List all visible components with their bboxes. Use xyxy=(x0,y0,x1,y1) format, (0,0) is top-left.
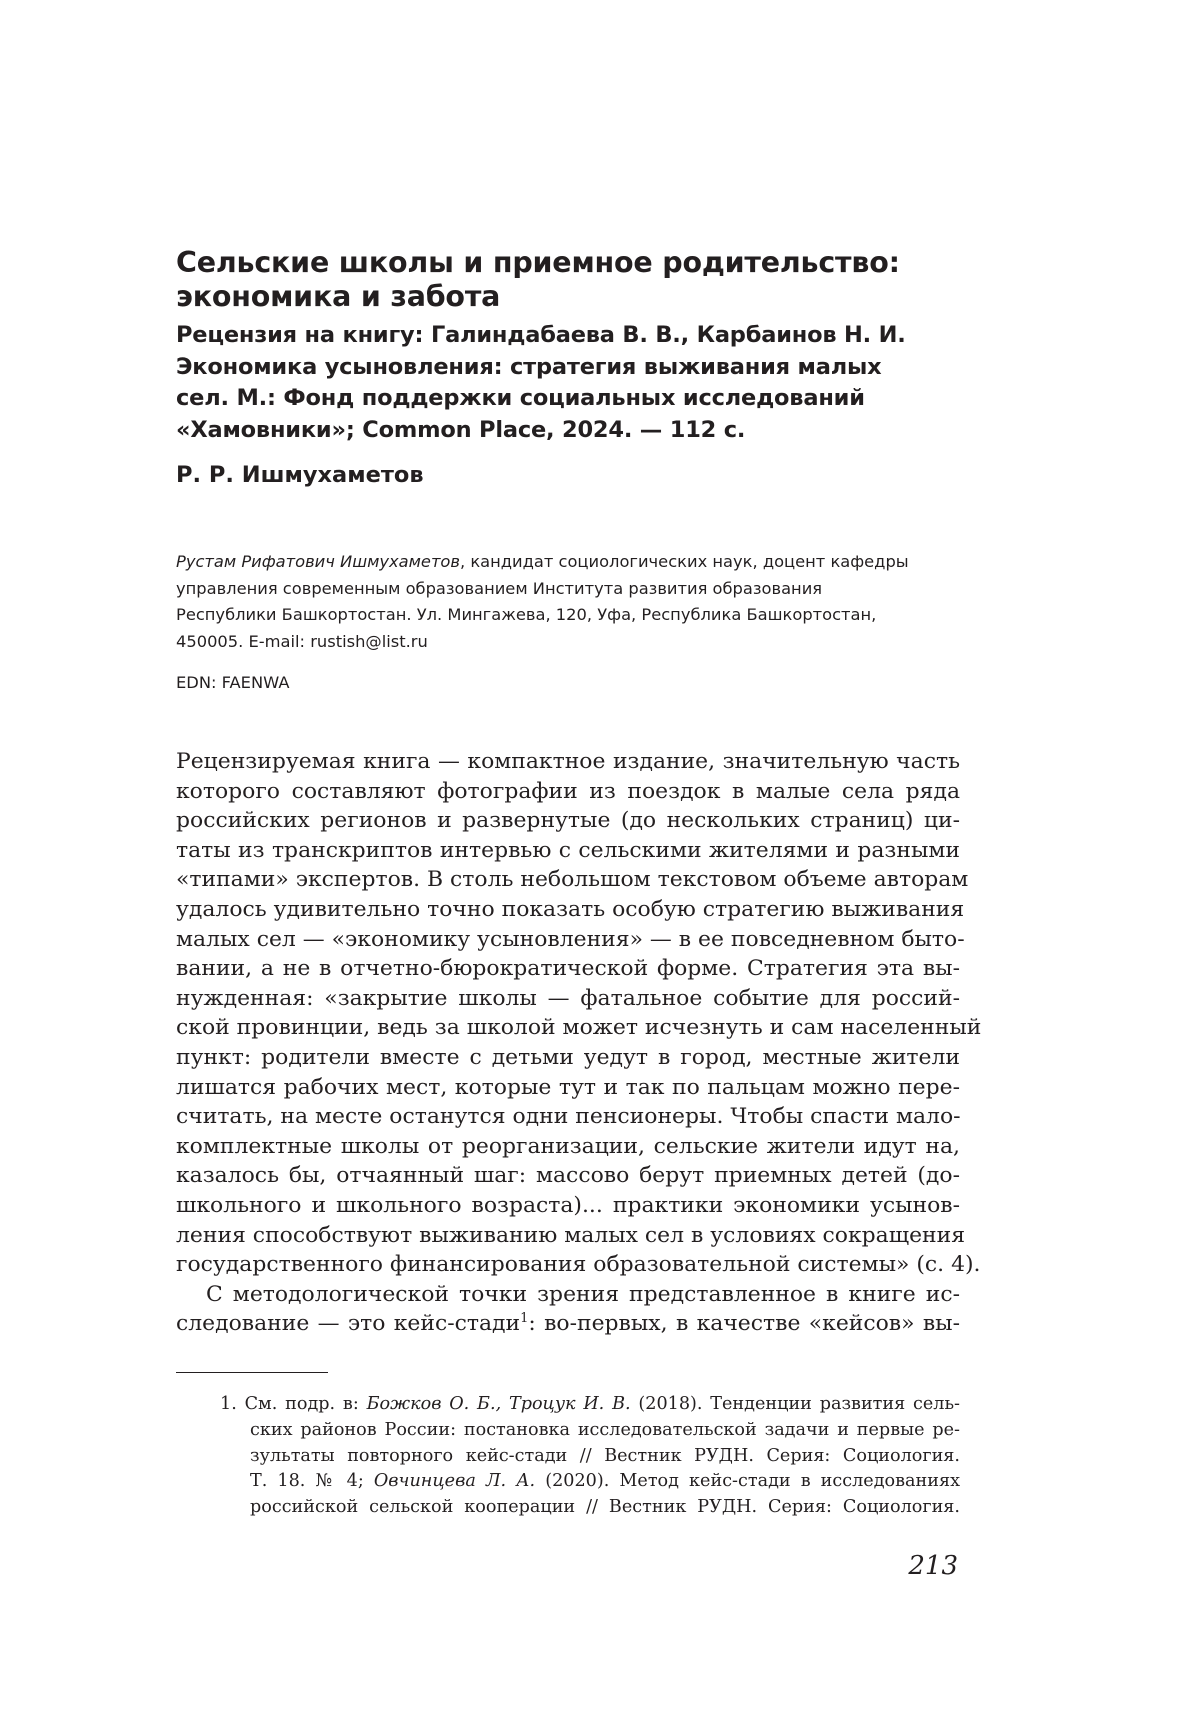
body-text xyxy=(176,747,960,1339)
document-page xyxy=(0,0,1200,1710)
subtitle-line: «Хамовники»; Common Place, 2024. — 112 с. xyxy=(176,415,960,447)
body-line: пункт: родители вместе с детьми уедут в город, местные жители xyxy=(176,1043,960,1073)
body-line: лишатся рабочих мест, которые тут и так по пальцам можно пере- xyxy=(176,1073,960,1103)
body-line: школьного и школьного возраста)... практики экономики усынов- xyxy=(176,1191,960,1221)
author-full-name: Рустам Рифатович Ишмухаметов xyxy=(176,552,460,571)
body-line: российских регионов и развернутые (до нескольких страниц) ци- xyxy=(176,806,960,836)
footnote-divider xyxy=(176,1372,328,1373)
footnote-text: Т. 18. № 4; xyxy=(250,1471,374,1491)
footnote-text: (2018). Тенденции развития сель- xyxy=(631,1394,960,1414)
body-text-fragment: следование — это кейс-стади xyxy=(176,1311,520,1336)
footnote-authors: Овчинцева Л. А. xyxy=(374,1471,535,1491)
body-line: Рецензируемая книга — компактное издание, значительную часть xyxy=(176,747,960,777)
review-subtitle xyxy=(176,320,960,446)
body-line: комплектные школы от реорганизации, сельские жители идут на, xyxy=(176,1132,960,1162)
footnote-authors: Божков О. Б., Троцук И. В. xyxy=(367,1394,631,1414)
affiliation-line: 450005. E-mail: rustish@list.ru xyxy=(176,629,960,656)
subtitle-line: сел. М.: Фонд поддержки социальных исследований xyxy=(176,383,960,415)
body-line: ления способствуют выживанию малых сел в условиях сокращения xyxy=(176,1221,960,1251)
body-line: казалось бы, отчаянный шаг: массово берут приемных детей (до- xyxy=(176,1161,960,1191)
author-name: Р. Р. Ишмухаметов xyxy=(176,460,960,490)
footnote-line xyxy=(220,1392,960,1418)
footnote-number: 1. xyxy=(220,1392,237,1418)
affiliation-line: управления современным образованием Института развития образования xyxy=(176,576,960,603)
body-line: ской провинции, ведь за школой может исчезнуть и сам населенный xyxy=(176,1013,960,1043)
author-affiliation xyxy=(176,549,960,655)
body-line: таты из транскриптов интервью с сельскими жителями и разными xyxy=(176,836,960,866)
article-title xyxy=(176,246,960,314)
body-line: малых сел — «экономику усыновления» — в ее повседневном быто- xyxy=(176,925,960,955)
footnote-line: ских районов России: постановка исследовательской задачи и первые ре- xyxy=(220,1418,960,1444)
footnote-line xyxy=(220,1469,960,1495)
article-title-line: экономика и забота xyxy=(176,280,960,314)
footnote-reference[interactable]: 1 xyxy=(520,1311,528,1326)
footnote-line: зультаты повторного кейс-стади // Вестник РУДН. Серия: Социология. xyxy=(220,1444,960,1470)
page-number: 213 xyxy=(908,1551,958,1581)
subtitle-line: Рецензия на книгу: Галиндабаева В. В., Карбаинов Н. И. xyxy=(176,320,960,352)
body-line: удалось удивительно точно показать особую стратегию выживания xyxy=(176,895,960,925)
body-line: которого составляют фотографии из поездок в малые села ряда xyxy=(176,777,960,807)
body-line: государственного финансирования образовательной системы» (с. 4). xyxy=(176,1250,960,1280)
body-text-fragment: : во-первых, в качестве «кейсов» вы- xyxy=(528,1311,960,1336)
footnote-line: российской сельской кооперации // Вестник РУДН. Серия: Социология. xyxy=(220,1495,960,1521)
body-line: нужденная: «закрытие школы — фатальное событие для россий- xyxy=(176,984,960,1014)
footnote xyxy=(220,1392,960,1521)
affiliation-text: , кандидат социологических наук, доцент кафедры xyxy=(460,552,909,571)
body-line xyxy=(176,1309,960,1339)
body-line: вании, а не в отчетно-бюрократической форме. Стратегия эта вы- xyxy=(176,954,960,984)
affiliation-line xyxy=(176,549,960,576)
subtitle-line: Экономика усыновления: стратегия выживания малых xyxy=(176,352,960,384)
body-line: «типами» экспертов. В столь небольшом текстовом объеме авторам xyxy=(176,865,960,895)
body-line: С методологической точки зрения представленное в книге ис- xyxy=(176,1280,960,1310)
footnote-text: (2020). Метод кейс-стади в исследованиях xyxy=(535,1471,960,1491)
article-title-line: Сельские школы и приемное родительство: xyxy=(176,246,960,280)
body-line: считать, на месте останутся одни пенсионеры. Чтобы спасти мало- xyxy=(176,1102,960,1132)
edn-code: EDN: FAENWA xyxy=(176,672,960,694)
footnote-text: См. подр. в: xyxy=(245,1394,367,1414)
affiliation-line: Республики Башкортостан. Ул. Мингажева, 120, Уфа, Республика Башкортостан, xyxy=(176,602,960,629)
